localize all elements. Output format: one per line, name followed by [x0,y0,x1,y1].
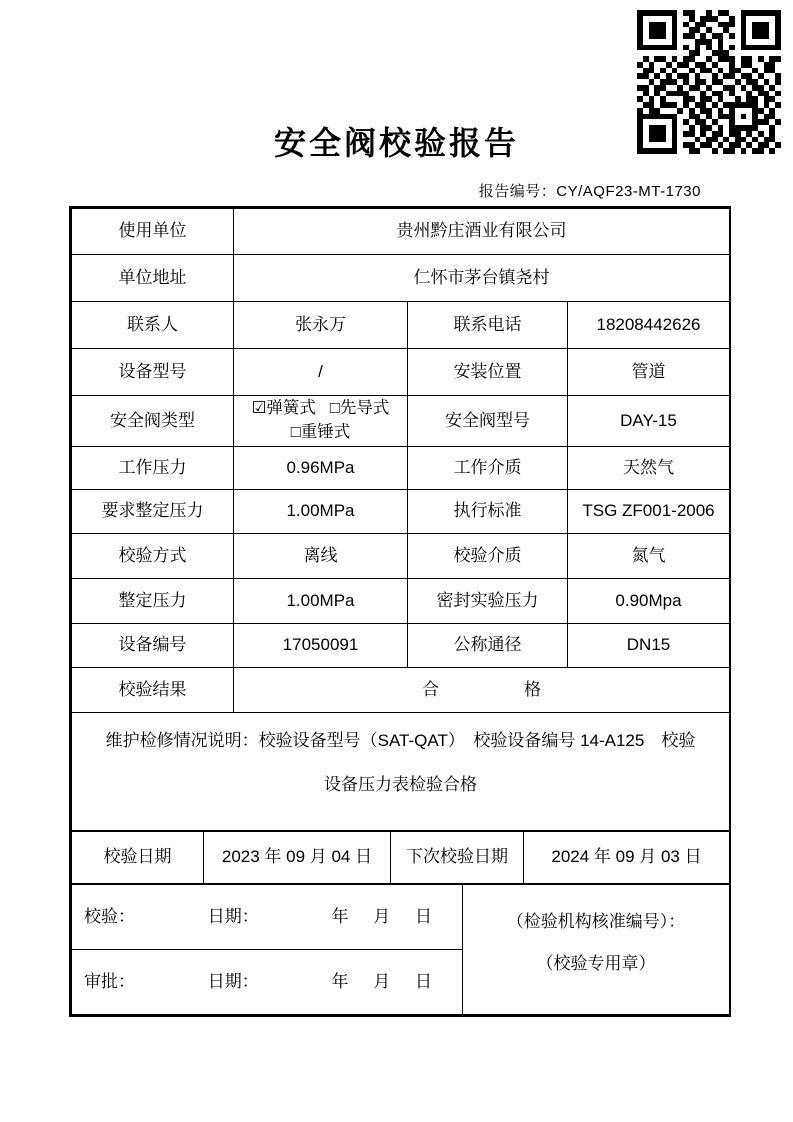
calibrator-sign-label: 校验： [84,906,135,926]
label-set-pressure: 整定压力 [72,579,234,624]
page-title: 安全阀校验报告 [273,125,519,161]
value-phone: 18208442626 [568,302,730,349]
label-standard: 执行标准 [408,490,568,534]
table-row [72,624,730,668]
value-work-medium: 天然气 [568,447,730,490]
signature-table [71,884,730,1015]
value-use-unit: 贵州黔庄酒业有限公司 [234,209,730,255]
checkbox-weight-icon: □重锤式 [290,423,351,441]
value-next-calibration-date: 2024 年 09 月 03 日 [524,832,730,884]
value-valve-model: DAY-15 [568,396,730,447]
calibrator-ymd: 年 月 日 [331,906,432,926]
value-device-number: 17050091 [234,624,408,668]
table-row [72,447,730,490]
table-row [72,349,730,396]
value-standard: TSG ZF001-2006 [568,490,730,534]
table-row [72,490,730,534]
table-row [72,534,730,579]
label-device-model: 设备型号 [72,349,234,396]
value-set-pressure: 1.00MPa [234,579,408,624]
label-valve-model: 安全阀型号 [408,396,568,447]
value-calibration-result: 合 格 [234,668,730,713]
stamp-cell [463,885,730,1015]
report-table [69,206,731,1017]
value-install-position: 管道 [568,349,730,396]
calibration-stamp-label: （校验专用章） [536,954,656,973]
value-device-model: / [234,349,408,396]
report-number-label: 报告编号： [478,183,557,200]
table-row [72,209,730,255]
value-seal-test-pressure: 0.90Mpa [568,579,730,624]
label-seal-test-pressure: 密封实验压力 [408,579,568,624]
value-required-set-pressure: 1.00MPa [234,490,408,534]
label-required-set-pressure: 要求整定压力 [72,490,234,534]
approver-sign-cell [72,950,463,1015]
value-calibration-date: 2023 年 09 月 04 日 [204,832,391,884]
label-work-medium: 工作介质 [408,447,568,490]
calibrator-sign-cell [72,885,463,950]
label-next-calibration-date: 下次校验日期 [391,832,524,884]
report-number-value: CY/AQF23-MT-1730 [556,183,701,200]
approver-ymd: 年 月 日 [331,971,432,991]
date-table [71,831,730,884]
value-calibration-medium: 氮气 [568,534,730,579]
table-row [72,713,730,831]
maintenance-note [72,713,730,831]
value-contact: 张永万 [234,302,408,349]
label-calibration-result: 校验结果 [72,668,234,713]
table-row [72,885,730,950]
label-phone: 联系电话 [408,302,568,349]
checkbox-spring-checked-icon: ☑弹簧式 [251,399,316,418]
info-table [71,208,730,831]
table-row [72,668,730,713]
maintenance-note-line1: 维护检修情况说明：校验设备型号（SAT-QAT） 校验设备编号 14-A125 校验 [105,731,696,750]
label-install-position: 安装位置 [408,349,568,396]
valve-type-options [234,396,408,447]
label-use-unit: 使用单位 [72,209,234,255]
value-nominal-diameter: DN15 [568,624,730,668]
table-row [72,832,730,884]
value-work-pressure: 0.96MPa [234,447,408,490]
table-row [72,255,730,302]
label-calibration-date: 校验日期 [72,832,204,884]
label-calibration-medium: 校验介质 [408,534,568,579]
label-calibration-method: 校验方式 [72,534,234,579]
label-contact: 联系人 [72,302,234,349]
table-row [72,396,730,447]
table-row [72,579,730,624]
label-work-pressure: 工作压力 [72,447,234,490]
table-row [72,302,730,349]
maintenance-note-line2: 设备压力表检验合格 [324,775,477,794]
label-valve-type: 安全阀类型 [72,396,234,447]
value-unit-address: 仁怀市茅台镇尧村 [234,255,730,302]
label-unit-address: 单位地址 [72,255,234,302]
approver-date-label: 日期： [207,971,259,991]
label-device-number: 设备编号 [72,624,234,668]
value-calibration-method: 离线 [234,534,408,579]
report-number [479,180,701,201]
approver-sign-label: 审批： [84,971,135,991]
approval-number-label: （检验机构核准编号）： [506,912,686,931]
calibrator-date-label: 日期： [207,906,259,926]
label-nominal-diameter: 公称通径 [408,624,568,668]
checkbox-pilot-icon: □先导式 [329,399,390,418]
